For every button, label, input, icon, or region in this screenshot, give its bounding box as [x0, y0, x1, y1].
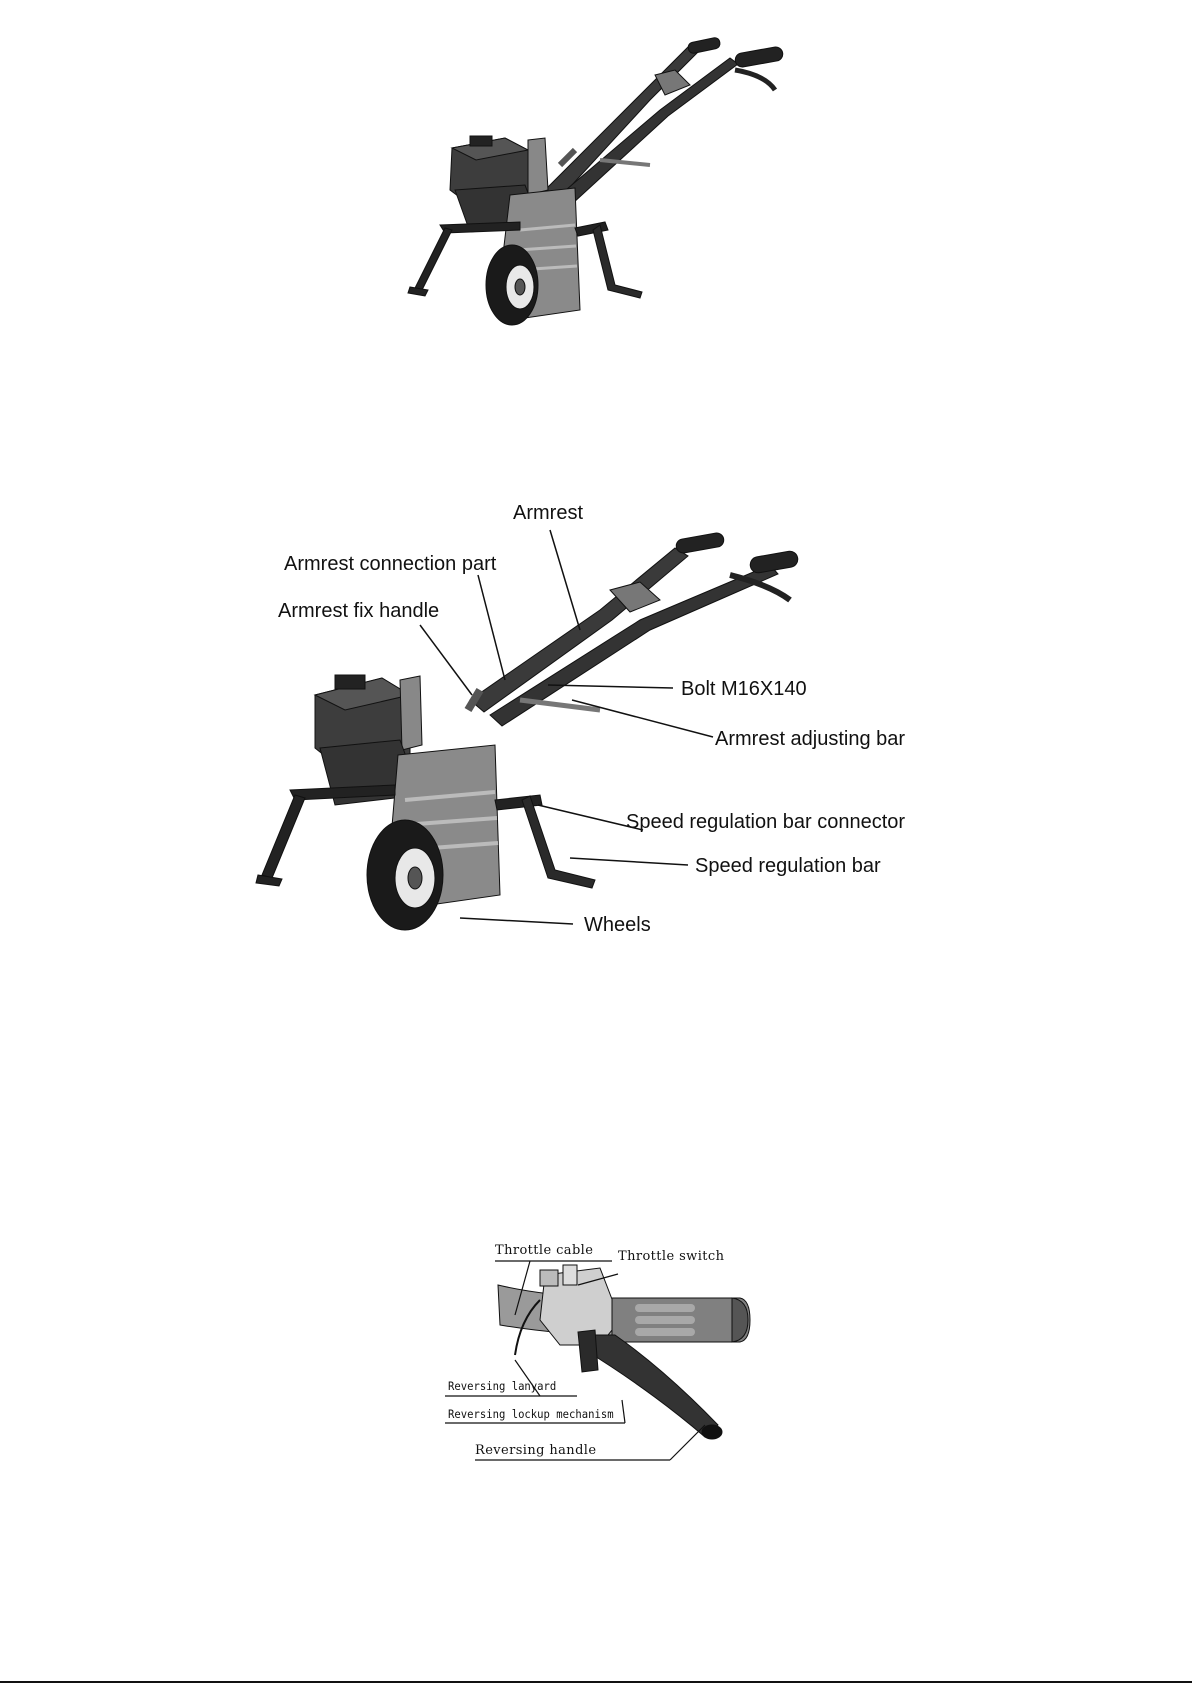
tiller-diagram-labeled [0, 500, 1192, 1020]
label-armrest-fix-handle: Armrest fix handle [278, 600, 440, 622]
tiller-illustration-middle [0, 500, 1192, 1020]
label-speed-regulation-bar: Speed regulation bar [695, 855, 881, 877]
handle-controls-diagram [0, 1240, 1192, 1470]
label-armrest-connection-part: Armrest connection part [284, 553, 497, 575]
label-throttle-switch: Throttle switch [618, 1249, 725, 1264]
label-armrest: Armrest [513, 502, 583, 524]
label-throttle-cable: Throttle cable [495, 1243, 594, 1258]
label-reversing-lanyard: Reversing lanyard [448, 1379, 557, 1393]
tiller-photo-top [0, 0, 1192, 340]
label-speed-regulation-bar-connector: Speed regulation bar connector [626, 811, 906, 833]
label-armrest-adjusting-bar: Armrest adjusting bar [715, 728, 906, 750]
tiller-illustration-top [0, 0, 1192, 340]
page-bottom-rule [0, 1681, 1192, 1683]
label-reversing-lockup-mechanism: Reversing lockup mechanism [448, 1407, 614, 1421]
label-wheels: Wheels [584, 914, 651, 936]
label-bolt: Bolt M16X140 [681, 678, 807, 700]
handle-illustration [0, 1240, 1192, 1470]
label-reversing-handle: Reversing handle [475, 1443, 597, 1458]
